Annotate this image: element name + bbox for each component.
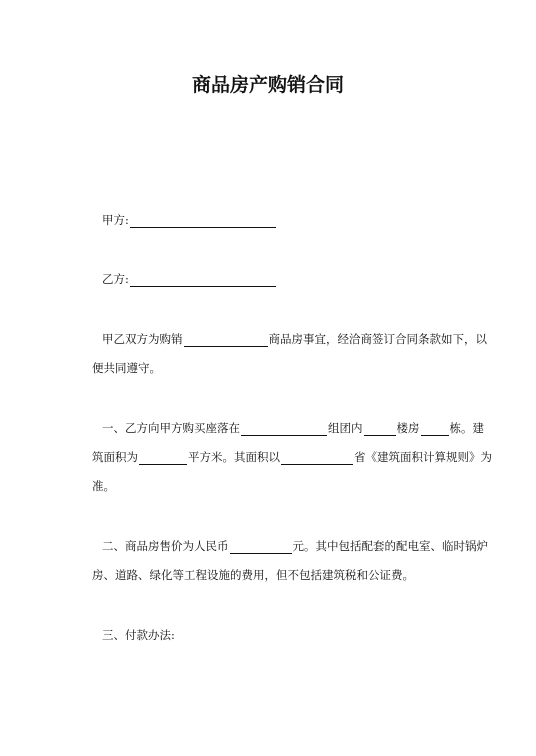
- intro-blank-property[interactable]: [184, 334, 268, 347]
- clause1-text-e: 筑面积为: [92, 450, 138, 464]
- clause2-text-a: 二、商品房售价为人民币: [102, 539, 229, 553]
- clause2-line-1: [102, 538, 488, 554]
- clause1-line-3: [92, 478, 115, 494]
- party-a-blank[interactable]: [130, 215, 276, 228]
- clause1-text-a: 一、乙方向甲方购买座落在: [102, 421, 240, 435]
- party-b-blank[interactable]: [130, 274, 276, 287]
- clause1-blank-building[interactable]: [364, 423, 396, 436]
- clause2-line-2: [92, 567, 414, 583]
- document-title: 商品房产购销合同: [191, 74, 344, 96]
- party-b-label: 乙方:: [102, 272, 129, 286]
- clause1-text-h: 准。: [92, 479, 115, 493]
- clause3-line-1: [102, 627, 175, 643]
- clause2-text-c: 房、道路、绿化等工程设施的费用，但不包括建筑税和公证费。: [92, 568, 414, 582]
- clause1-text-d: 栋。建: [449, 421, 484, 435]
- clause1-text-b: 组团内: [328, 421, 363, 435]
- clause1-line-2: [92, 449, 492, 465]
- clause1-blank-province[interactable]: [281, 452, 353, 465]
- clause2-blank-price[interactable]: [230, 541, 292, 554]
- clause1-text-c: 楼房: [396, 421, 420, 435]
- clause3-text: 三、付款办法:: [102, 628, 175, 642]
- intro-text-a: 甲乙双方为购销: [102, 332, 183, 346]
- clause1-blank-area[interactable]: [139, 452, 187, 465]
- intro-line-2: [92, 360, 161, 376]
- clause1-blank-location[interactable]: [241, 423, 327, 436]
- party-a-label: 甲方:: [102, 213, 129, 227]
- clause1-text-g: 省《建筑面积计算规则》为: [354, 450, 492, 464]
- intro-text-b: 商品房事宜，经洽商签订合同条款如下，以: [268, 332, 487, 346]
- intro-text-c: 便共同遵守。: [92, 361, 161, 375]
- clause1-text-f: 平方米。其面积以: [188, 450, 280, 464]
- clause1-line-1: [102, 420, 484, 436]
- intro-line-1: [102, 331, 487, 347]
- party-b-line: [102, 271, 277, 287]
- clause1-blank-unit[interactable]: [421, 423, 449, 436]
- clause2-text-b: 元。其中包括配套的配电室、临时锅炉: [292, 539, 488, 553]
- party-a-line: [102, 212, 277, 228]
